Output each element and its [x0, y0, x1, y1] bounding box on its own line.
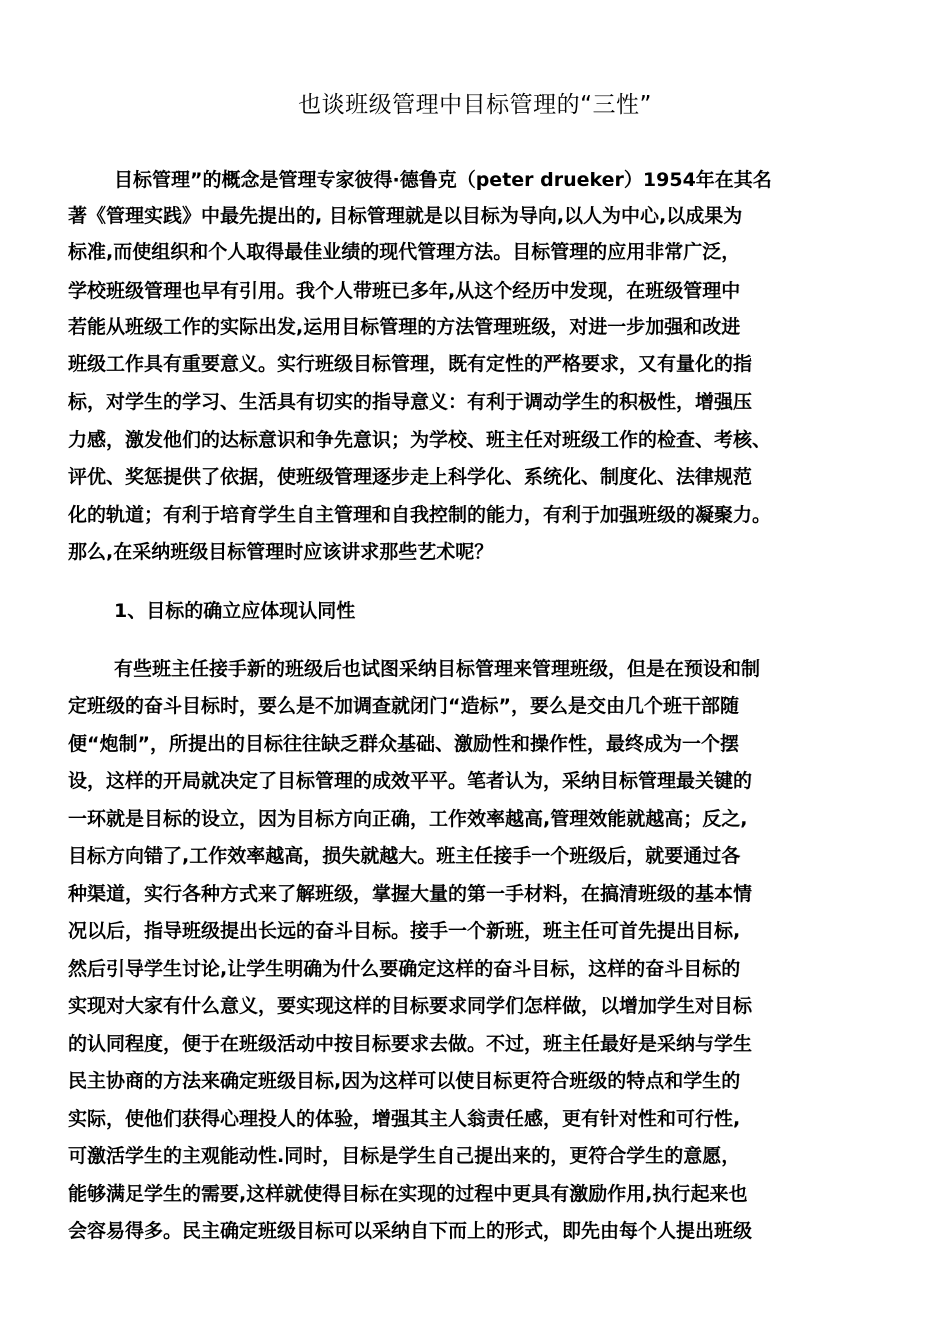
text-line: 学校班级管理也早有引用。我个人带班已多年,从这个经历中发现，在班级管理中	[68, 280, 741, 302]
text-line: 班级工作具有重要意义。实行班级目标管理，既有定性的严格要求，又有量化的指	[68, 353, 753, 375]
text-line: 力感，激发他们的达标意识和争先意识；为学校、班主任对班级工作的检查、考核、	[68, 429, 772, 451]
text-line: 若能从班级工作的实际出发,运用目标管理的方法管理班级，对进一步加强和改进	[68, 316, 741, 338]
text-line: 标，对学生的学习、生活具有切实的指导意义：有利于调动学生的积极性，增强压	[68, 391, 753, 413]
text-line: 定班级的奋斗目标时，要么是不加调查就闭门“造标”，要么是交由几个班干部随	[68, 695, 739, 717]
text-line: 那么,在采纳班级目标管理时应该讲求那些艺术呢？	[68, 541, 494, 563]
document-title: 也谈班级管理中目标管理的“三性”	[298, 92, 652, 118]
text-line: 况以后，指导班级提出长远的奋斗目标。接手一个新班，班主任可首先提出目标,	[68, 920, 741, 942]
text-line: 的认同程度，便于在班级活动中按目标要求去做。不过，班主任最好是采纳与学生	[68, 1033, 753, 1055]
text-line: 可激活学生的主观能动性.同时，目标是学生自己提出来的，更符合学生的意愿，	[68, 1145, 741, 1167]
text-line: 能够满足学生的需要,这样就使得目标在实现的过程中更具有激励作用,执行起来也	[68, 1183, 748, 1205]
text-line: 实现对大家有什么意义，要实现这样的目标要求同学们怎样做，以增加学生对目标	[68, 995, 753, 1017]
text-line: 会容易得多。民主确定班级目标可以采纳自下而上的形式，即先由每个人提出班级	[68, 1220, 753, 1242]
text-line: 标准,而使组织和个人取得最佳业绩的现代管理方法。目标管理的应用非常广泛，	[68, 241, 741, 263]
text-line: 化的轨道；有利于培育学生自主管理和自我控制的能力，有利于加强班级的凝聚力。	[68, 504, 772, 526]
text-line: 然后引导学生讨论,让学生明确为什么要确定这样的奋斗目标，这样的奋斗目标的	[68, 958, 741, 980]
text-line: 实际，使他们获得心理投人的体验，增强其主人翁责任感，更有针对性和可行性,	[68, 1108, 741, 1130]
text-line: 民主协商的方法来确定班级目标,因为这样可以使目标更符合班级的特点和学生的	[68, 1070, 741, 1092]
text-line: 设，这样的开局就决定了目标管理的成效平平。笔者认为，采纳目标管理最关键的	[68, 770, 753, 792]
text-line: 著《管理实践》中最先提出的, 目标管理就是以目标为导向,以人为中心,以成果为	[68, 205, 743, 227]
text-line: 便“炮制”，所提出的目标往往缺乏群众基础、激励性和操作性，最终成为一个摆	[68, 733, 739, 755]
text-line: 种渠道，实行各种方式来了解班级，掌握大量的第一手材料，在搞清班级的基本情	[68, 883, 753, 905]
text-line: 目标方向错了,工作效率越高，损失就越大。班主任接手一个班级后，就要通过各	[68, 845, 741, 867]
text-line: 评优、奖惩提供了依据，使班级管理逐步走上科学化、系统化、制度化、法律规范	[68, 466, 753, 488]
text-line: 一环就是目标的设立，因为目标方向正确，工作效率越高,管理效能就越高；反之,	[68, 808, 748, 830]
text-line: 有些班主任接手新的班级后也试图采纳目标管理来管理班级，但是在预设和制	[114, 658, 761, 680]
section-heading: 1、目标的确立应体现认同性	[114, 600, 356, 622]
text-line: 目标管理”的概念是管理专家彼得·德鲁克（peter drueker）1954年在其名	[114, 169, 772, 191]
